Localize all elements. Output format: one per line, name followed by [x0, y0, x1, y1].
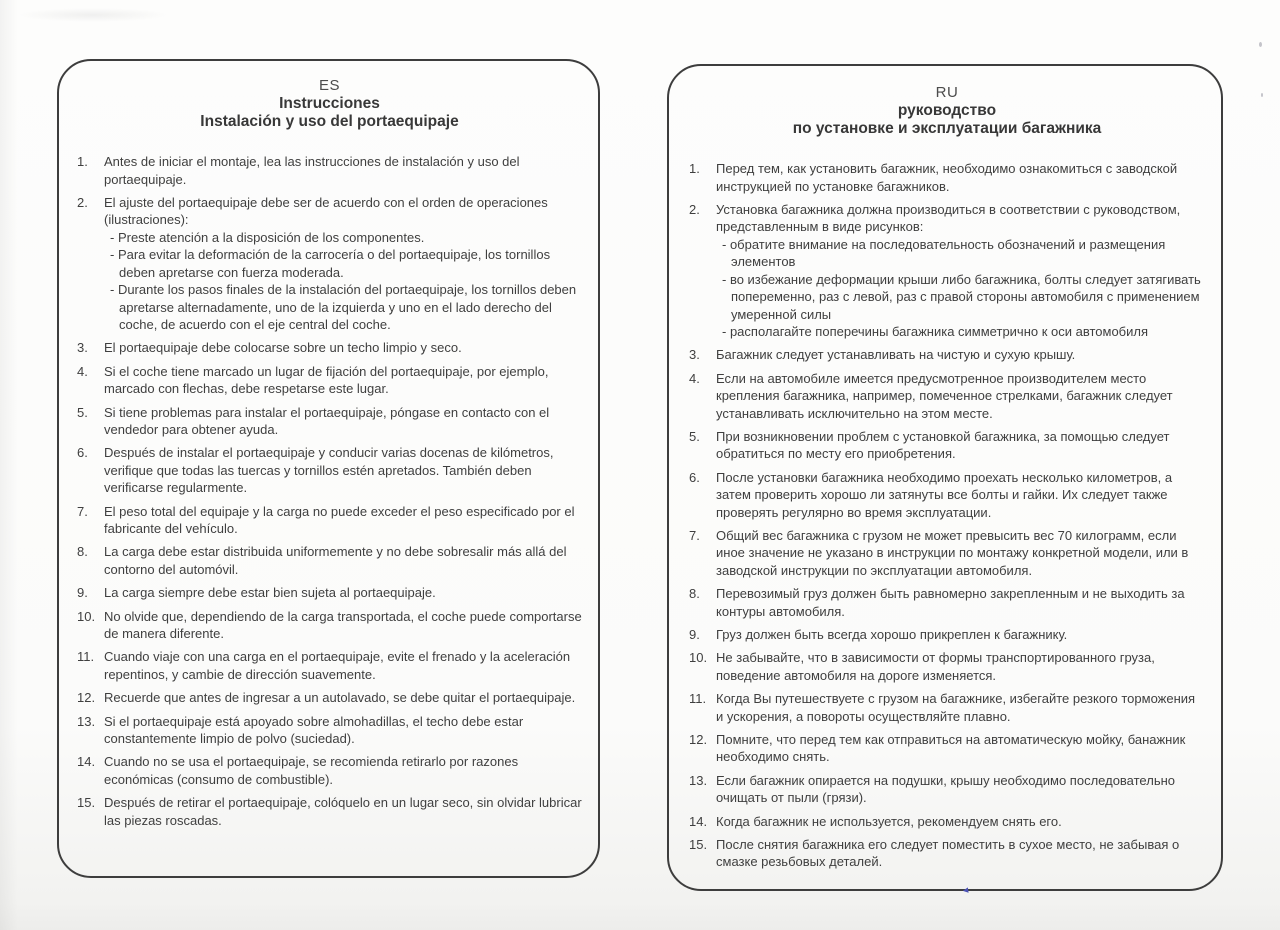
item-number: 2. — [77, 195, 88, 211]
item-number: 4. — [77, 363, 88, 379]
panel-header-russian — [689, 84, 1205, 138]
scan-smudge — [18, 8, 168, 22]
item-number: 9. — [77, 585, 88, 601]
list-item — [689, 813, 1205, 830]
panel-title-line1: Instrucciones — [279, 94, 380, 112]
item-text: Когда багажник не используется, рекомендуем снять его. — [716, 813, 1062, 829]
item-sub-line: - Preste atención a la disposición de los componentes. — [110, 229, 425, 245]
item-text: Recuerde que antes de ingresar a un autolavado, se debe quitar el portaequipaje. — [104, 690, 576, 706]
list-item — [689, 836, 1205, 871]
instruction-list-spanish — [77, 153, 582, 829]
item-number: 7. — [689, 527, 700, 543]
item-text: No olvide que, dependiendo de la carga transportada, el coche puede comportarse de manera diferente. — [104, 608, 582, 641]
list-item — [689, 690, 1205, 725]
item-number: 14. — [689, 813, 708, 829]
item-text: Si tiene problemas para instalar el portaequipaje, póngase en contacto con el vendedor para obtener ayuda. — [104, 404, 550, 437]
item-text: La carga debe estar distribuida uniformemente y no debe sobresalir más allá del contorno del automóvil. — [104, 544, 567, 577]
item-text: Si el portaequipaje está apoyado sobre almohadillas, el techo debe estar constantemente limpio de polvo (suciedad). — [104, 713, 524, 747]
list-item — [77, 444, 582, 496]
item-text: При возникновении проблем с установкой багажника, за помощью следует обратиться по месту его приобретения. — [716, 428, 1170, 462]
list-item — [77, 194, 582, 333]
list-item — [77, 543, 582, 578]
item-text: Когда Вы путешествуете с грузом на багажнике, избегайте резкого торможения и ускорения, а повороты осуществляйте плавно. — [716, 691, 1196, 724]
panel-title-line2: Instalación y uso del portaequipaje — [200, 112, 459, 130]
scan-shade — [0, 0, 18, 930]
list-item — [689, 626, 1205, 643]
list-item — [77, 689, 582, 706]
scan-speck — [1261, 93, 1263, 97]
item-number: 5. — [689, 428, 700, 444]
item-number: 2. — [689, 202, 700, 218]
item-sub-line: - располагайте поперечины багажника симметрично к оси автомобиля — [722, 323, 1149, 339]
item-text: Не забывайте, что в зависимости от формы транспортированного груза, поведение автомобиля на дороге изменяется. — [716, 650, 1155, 683]
panel-title-line1: руководство — [897, 101, 997, 119]
item-sub-line: - Durante los pasos finales de la instalación del portaequipaje, los tornillos deben apretarse alternadamente, uno de la izquierda y uno en el lado derecho del coche, de acuerdo con el eje central del coche. — [110, 282, 577, 332]
item-number: 13. — [77, 713, 96, 729]
item-text: Груз должен быть всегда хорошо прикреплен к багажнику. — [716, 627, 1068, 642]
item-number: 15. — [77, 795, 96, 811]
list-item — [689, 201, 1205, 340]
item-text: Перед тем, как установить багажник, необходимо ознакомиться с заводской инструкцией по установке багажников. — [716, 161, 1178, 194]
list-item — [689, 469, 1205, 521]
item-text: Общий вес багажника с грузом не может превысить вес 70 килограмм, если иное значение не указано в инструкции по монтажу конкретной модели, или в заводской инструкции по эксплуатации автомобиля. — [716, 527, 1189, 578]
list-item — [77, 339, 582, 356]
list-item — [689, 370, 1205, 422]
item-number: 15. — [689, 837, 708, 853]
item-number: 11. — [77, 649, 95, 665]
item-text: La carga siempre debe estar bien sujeta al portaequipaje. — [104, 585, 436, 601]
item-number: 1. — [689, 161, 700, 177]
item-number: 5. — [77, 404, 88, 420]
instructions-panel-russian — [667, 64, 1223, 891]
list-item — [689, 585, 1205, 620]
item-number: 12. — [689, 732, 708, 748]
item-text: El peso total del equipaje y la carga no puede exceder el peso especificado por el fabricante del vehículo. — [104, 503, 575, 536]
item-number: 1. — [77, 154, 88, 170]
language-code-label: RU — [935, 84, 959, 101]
list-item — [689, 346, 1205, 363]
list-item — [77, 753, 582, 788]
item-sub-line: - Para evitar la deformación de la carrocería o del portaequipaje, los tornillos deben apretarse con fuerza moderada. — [110, 247, 551, 280]
list-item — [77, 713, 582, 748]
list-item — [77, 584, 582, 601]
item-text: Después de retirar el portaequipaje, colóquelo en un lugar seco, sin olvidar lubricar las piezas roscadas. — [104, 795, 582, 828]
language-code-label: ES — [318, 77, 340, 94]
item-number: 7. — [77, 503, 88, 519]
list-item — [77, 608, 582, 643]
list-item — [77, 648, 582, 683]
item-number: 11. — [689, 691, 707, 707]
item-text: Cuando no se usa el portaequipaje, se recomienda retirarlo por razones económicas (consumo de combustible). — [104, 754, 519, 787]
list-item — [689, 160, 1205, 195]
item-number: 4. — [689, 370, 700, 386]
item-text: Если багажник опирается на подушки, крышу необходимо последовательно очищать от пыли (грязи). — [716, 772, 1175, 806]
list-item — [689, 527, 1205, 579]
item-number: 14. — [77, 754, 96, 770]
item-text: Cuando viaje con una carga en el portaequipaje, evite el frenado y la aceleración repentinos, y cambie de dirección suavemente. — [104, 649, 571, 682]
item-number: 6. — [77, 445, 88, 461]
item-number: 3. — [77, 340, 88, 356]
item-text: После снятия багажника его следует поместить в сухое место, не забывая о смазке резьбовых деталей. — [716, 837, 1180, 870]
list-item — [77, 404, 582, 439]
item-number: 13. — [689, 772, 708, 788]
list-item — [689, 731, 1205, 766]
item-number: 12. — [77, 690, 96, 706]
list-item — [77, 794, 582, 829]
list-item — [689, 428, 1205, 463]
scan-speck — [1259, 42, 1262, 47]
list-item — [77, 503, 582, 538]
item-text: El ajuste del portaequipaje debe ser de acuerdo con el orden de operaciones (ilustraciones): - Preste atención a la disposición de los componentes. - Para evitar la deformación de la carrocería o del portaequipaje, los tornillos deben apretarse con fuerza moderada. - Durante los pasos finales de la instalación del portaequipaje, los tornillos deben apretarse alternadamente, uno de la izquierda y uno en el lado derecho del coche, de acuerdo con el eje central del coche. — [104, 194, 582, 333]
panel-title-line2: по установке и эксплуатации багажника — [792, 119, 1102, 137]
item-number: 3. — [689, 347, 700, 363]
item-text: Si el coche tiene marcado un lugar de fijación del portaequipaje, por ejemplo, marcado con flechas, debe respetarse este lugar. — [104, 363, 549, 397]
item-text: После установки багажника необходимо проехать несколько километров, а затем проверить хорошо ли затянуты все болты и гайки. Их следует также проверять регулярно во время эксплуатации. — [716, 469, 1173, 520]
item-text: Багажник следует устанавливать на чистую и сухую крышу. — [716, 347, 1076, 363]
item-text: Установка багажника должна производиться в соответствии с руководством, представленным в виде рисунков: - обратите внимание на последовательность обозначений и размещения элементов - во избежание деформации крыши либо багажника, болты следует затягивать попеременно, раз с левой, раз с правой стороны автомобиля с применением умеренной силы - располагайте поперечины багажника симметрично к оси автомобиля — [716, 201, 1205, 340]
item-text: Если на автомобиле имеется предусмотренное производителем место крепления багажника, например, помеченное стрелками, багажник следует устанавливать исключительно на этом месте. — [716, 370, 1173, 421]
item-number: 8. — [689, 586, 700, 602]
instructions-panel-spanish — [57, 59, 600, 878]
item-number: 9. — [689, 627, 700, 642]
list-item — [689, 772, 1205, 807]
item-number: 8. — [77, 544, 88, 560]
item-sub-line: - обратите внимание на последовательность обозначений и размещения элементов — [722, 236, 1166, 270]
item-text: Помните, что перед тем как отправиться на автоматическую мойку, банажник необходимо снять. — [716, 732, 1186, 765]
item-text: Перевозимый груз должен быть равномерно закрепленным и не выходить за контуры автомобиля. — [716, 586, 1185, 619]
item-number: 10. — [689, 650, 708, 666]
item-number: 10. — [77, 608, 96, 624]
item-sub-line: - во избежание деформации крыши либо багажника, болты следует затягивать попеременно, раз с левой, раз с правой стороны автомобиля с применением умеренной силы — [722, 271, 1201, 322]
item-text: Después de instalar el portaequipaje y conducir varias docenas de kilómetros, verifique que todas las tuercas y tornillos estén apretados. También deben verificarse regularmente. — [104, 445, 554, 496]
item-text: Antes de iniciar el montaje, lea las instrucciones de instalación y uso del portaequipaje. — [104, 154, 520, 187]
list-item — [77, 153, 582, 188]
list-item — [689, 649, 1205, 684]
stray-pen-mark: ◄ — [960, 884, 971, 896]
item-number: 6. — [689, 469, 700, 485]
list-item — [77, 363, 582, 398]
panel-header-spanish — [77, 77, 582, 131]
instruction-list-russian — [689, 160, 1205, 871]
item-text: El portaequipaje debe colocarse sobre un techo limpio y seco. — [104, 340, 462, 356]
